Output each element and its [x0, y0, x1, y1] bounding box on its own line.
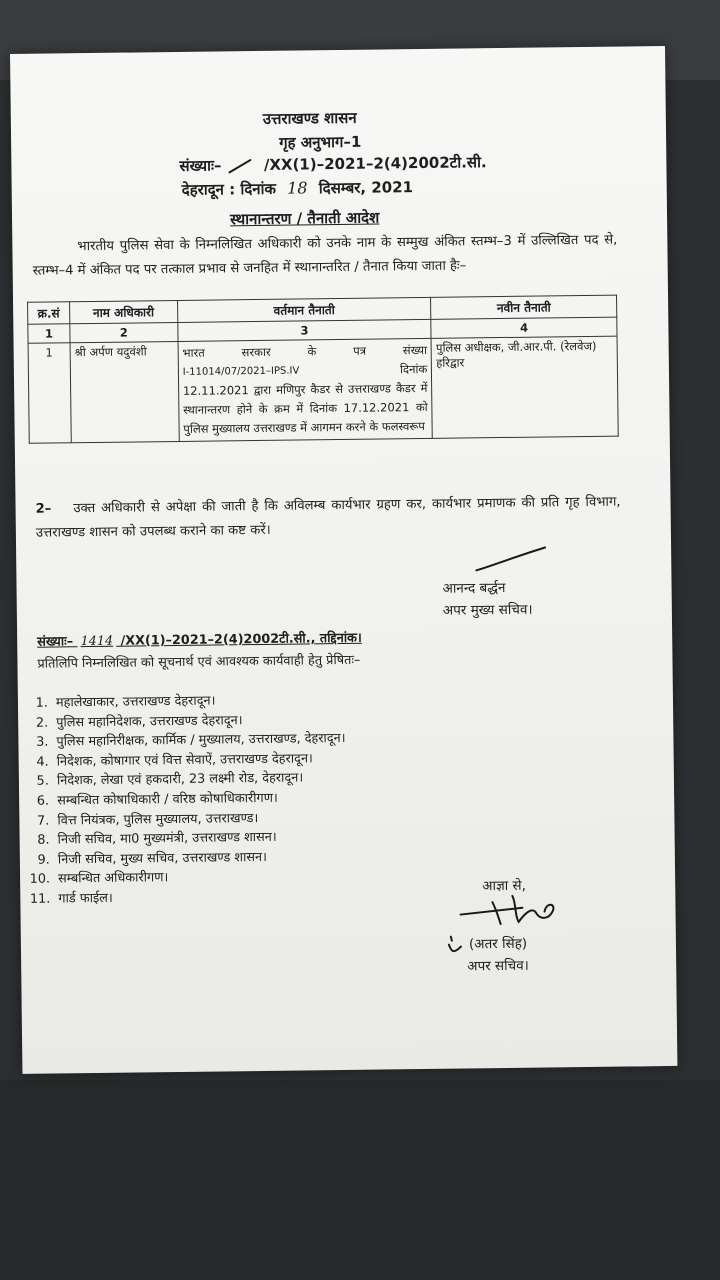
subject-heading: स्थानान्तरण / तैनाती आदेश [229, 208, 380, 229]
table-row [28, 336, 618, 443]
row-sn: 1 [28, 343, 71, 444]
list-item: 8. निजी सचिव, मा0 मुख्यमंत्री, उत्तराखण्ड शासन। [54, 827, 347, 850]
current-posting-a: भारत सरकार के पत्र संख्या [182, 342, 428, 360]
govt-heading: उत्तराखण्ड शासन [262, 108, 357, 128]
col-num-2: 2 [70, 322, 178, 342]
col-num-1: 1 [28, 324, 70, 344]
order-number-label: संख्याः– [179, 156, 222, 175]
order-number [179, 152, 486, 176]
copy-number [37, 628, 362, 650]
list-item: 2. पुलिस महानिदेशक, उत्तराखण्ड देहरादून। [52, 710, 345, 733]
new-posting: पुलिस अधीक्षक, जी.आर.पी. (रेलवेज) हरिद्वार [431, 336, 618, 438]
para-2-number: 2– [35, 501, 52, 517]
signatory-2-name: (अतर सिंह) [468, 935, 528, 953]
list-item: 6. सम्बन्धित कोषाधिकारी / वरिष्ठ कोषाधिकारीगण। [53, 788, 346, 811]
para-2 [35, 491, 621, 546]
copy-intro: प्रतिलिपि निम्नलिखित को सूचनार्थ एवं आवश्यक कार्यवाही हेतु प्रेषितः– [37, 652, 361, 672]
current-posting [178, 338, 433, 441]
col-num-4: 4 [431, 317, 617, 338]
aagya-se: आज्ञा से, [482, 877, 526, 895]
intro-paragraph: भारतीय पुलिस सेवा के निम्नलिखित अधिकारी को उनके नाम के सम्मुख अंकित स्तम्भ–3 में उल्लिखित पद से, स्तम्भ–4 में अंकित पद पर तत्काल प्रभाव से जनहित में स्थानान्तरित / तैनात किया जाता हैः– [32, 232, 618, 279]
header-current: वर्तमान तैनाती [177, 297, 431, 322]
background-bottom [0, 1080, 720, 1280]
current-posting-dinank: दिनांक [399, 361, 428, 377]
list-item: 7. वित्त नियंत्रक, पुलिस मुख्यालय, उत्तराखण्ड। [53, 808, 346, 831]
letter-reference: I-11014/07/2021–IPS.IV [182, 365, 300, 378]
copy-number-label: संख्याः– [37, 634, 74, 650]
officer-name: श्री अर्पण यदुवंशी [70, 341, 179, 442]
order-date [182, 177, 414, 200]
header-sn: क्र.सं [28, 302, 70, 325]
order-number-rest: /XX(1)–2021–2(4)2002टी.सी. [263, 153, 487, 174]
list-item: 3. पुलिस महानिरीक्षक, कार्मिक / मुख्यालय, उत्तराखण्ड, देहरादून। [52, 729, 345, 752]
copy-number-rest: /XX(1)–2021–2(4)2002टी.सी., तद्दिनांक। [120, 630, 362, 649]
list-item: 5. निदेशक, लेखा एवं हकदारी, 23 लक्ष्मी रोड, देहरादून। [53, 768, 346, 791]
posting-table [27, 295, 619, 444]
section-heading: गृह अनुभाग–1 [279, 132, 362, 152]
copy-list [30, 690, 348, 909]
date-prefix: देहरादून : दिनांक [181, 179, 277, 199]
document-page [10, 46, 677, 1074]
header-name: नाम अधिकारी [70, 300, 178, 323]
col-num-3: 3 [178, 319, 432, 341]
date-rest: दिसम्बर, 2021 [318, 178, 414, 198]
list-item: 11. गार्ड फाईल। [54, 886, 347, 909]
signatory-2-designation: अपर सचिव। [467, 957, 529, 975]
para-2-text: उक्त अधिकारी से अपेक्षा की जाती है कि अविलम्ब कार्यभार ग्रहण कर, कार्यभार प्रमाणक की प्रति गृह विभाग, उत्तराखण्ड शासन को उपलब्ध कराने का कष्ट करें। [35, 494, 621, 541]
initial-mark [445, 935, 465, 957]
list-item: 4. निदेशक, कोषागार एवं वित्त सेवाऐं, उत्तराखण्ड देहरादून। [53, 749, 346, 772]
list-item: 10. सम्बन्धित अधिकारीगण। [54, 866, 347, 889]
signature-2 [452, 883, 573, 934]
handwritten-day: 18 [287, 178, 308, 198]
signature-1 [471, 545, 551, 576]
signatory-1-designation: अपर मुख्य सचिव। [442, 601, 533, 619]
signatory-1-name: आनन्द बर्द्धन [442, 579, 506, 597]
header-new: नवीन तैनाती [431, 295, 617, 319]
copy-number-hand: 1414 [80, 633, 114, 650]
list-item: 9. निजी सचिव, मुख्य सचिव, उत्तराखण्ड शासन। [54, 847, 347, 870]
current-posting-b: 12.11.2021 द्वारा मणिपुर कैडर से उत्तराखण्ड कैडर में स्थानान्तरण होने के क्रम में दिनांक 17.12.2021 को पुलिस मुख्यालय उत्तराखण्ड में आगमन करने के फलस्वरूप [182, 380, 428, 436]
list-item: 1. महालेखाकार, उत्तराखण्ड देहरादून। [52, 690, 345, 713]
